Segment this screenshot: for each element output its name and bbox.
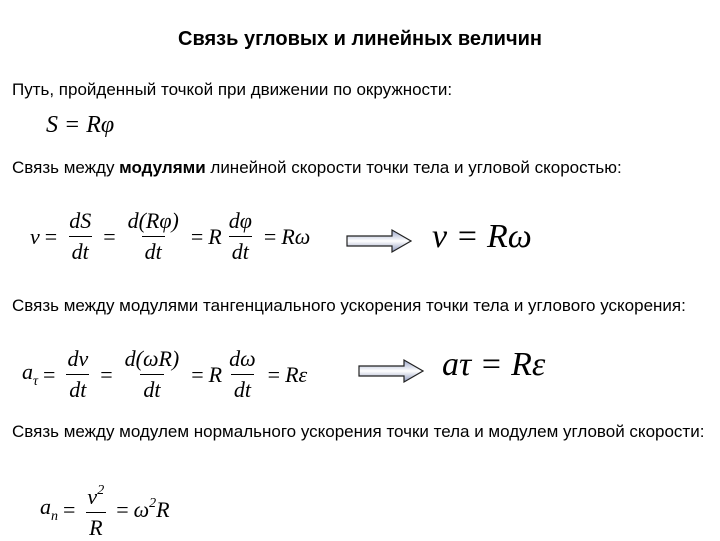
velocity-result: v = Rω xyxy=(432,218,532,255)
tangential-result: aτ = Rε xyxy=(442,346,546,383)
velocity-description xyxy=(12,156,712,179)
tangential-derivation: $a_\tau$ = $\frac{dv}{dt}$ = $\frac{d(\omega R)}{dt}$ = R $\frac{d\omega}{dt}$ = Rε xyxy=(22,346,308,402)
velocity-arrow-icon xyxy=(346,228,412,254)
velocity-text-after: линейной скорости точки тела и угловой скоростью: xyxy=(205,158,622,177)
path-description: Путь, пройденный точкой при движении по окружности: xyxy=(12,80,453,99)
page-title: Связь угловых и линейных величин xyxy=(178,28,542,50)
velocity-text-bold: модулями xyxy=(119,158,206,177)
normal-description: Связь между модулем нормального ускорения точки тела и модулем угловой скорости: xyxy=(12,422,705,441)
path-formula: S = Rφ xyxy=(46,112,115,138)
tangential-description: Связь между модулями тангенциального ускорения точки тела и углового ускорения: xyxy=(12,296,686,315)
tangential-arrow-icon xyxy=(358,358,424,384)
velocity-derivation: v = $\frac{dS}{dt}$ = $\frac{d(R\varphi)}{dt}$ = R $\frac{d\varphi}{dt}$ = Rω xyxy=(30,208,311,264)
normal-formula: $a_n$ = $\frac{v^2}{R}$ = $\omega^2R$ xyxy=(40,483,170,540)
velocity-text-before: Связь между xyxy=(12,158,120,177)
